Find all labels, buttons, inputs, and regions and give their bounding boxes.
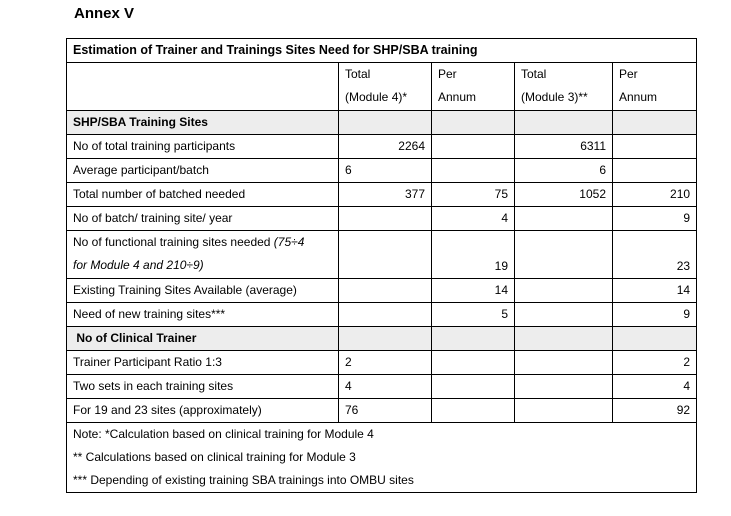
note-line: Note: *Calculation based on clinical training for Module 4 — [73, 427, 374, 441]
table-row — [67, 375, 697, 399]
cell-value — [613, 135, 697, 159]
table-row — [67, 231, 697, 279]
section-row-clinical-trainer — [67, 327, 697, 351]
estimation-table — [66, 38, 697, 493]
cell-value — [613, 159, 697, 183]
cell-value: 6 — [515, 159, 613, 183]
cell-value — [339, 279, 432, 303]
row-label: Total number of batched needed — [67, 183, 339, 207]
cell-value — [515, 399, 613, 423]
notes-row — [67, 423, 697, 493]
cell-value: 75 — [432, 183, 515, 207]
cell-value: 9 — [613, 303, 697, 327]
row-label: Need of new training sites*** — [67, 303, 339, 327]
table-row — [67, 351, 697, 375]
header-per-annum-2: Per Annum — [613, 63, 697, 111]
table-row — [67, 303, 697, 327]
table-row — [67, 135, 697, 159]
cell-value: 19 — [432, 231, 515, 279]
cell-value: 14 — [432, 279, 515, 303]
section-title: No of Clinical Trainer — [67, 327, 339, 351]
header-total-module3: Total (Module 3)** — [515, 63, 613, 111]
table-row — [67, 279, 697, 303]
cell-value — [432, 375, 515, 399]
section-title: SHP/SBA Training Sites — [67, 111, 339, 135]
row-label: Trainer Participant Ratio 1:3 — [67, 351, 339, 375]
table-row — [67, 183, 697, 207]
row-label: For 19 and 23 sites (approximately) — [67, 399, 339, 423]
cell-value: 6 — [339, 159, 432, 183]
note-line: ** Calculations based on clinical training for Module 3 — [73, 450, 356, 464]
cell-value: 2264 — [339, 135, 432, 159]
cell-value: 23 — [613, 231, 697, 279]
cell-value — [515, 351, 613, 375]
row-label: No of batch/ training site/ year — [67, 207, 339, 231]
cell-value: 14 — [613, 279, 697, 303]
row-label: Average participant/batch — [67, 159, 339, 183]
header-total-module4: Total (Module 4)* — [339, 63, 432, 111]
row-label: Two sets in each training sites — [67, 375, 339, 399]
cell-value — [432, 135, 515, 159]
row-label: No of total training participants — [67, 135, 339, 159]
table-row — [67, 207, 697, 231]
cell-value: 377 — [339, 183, 432, 207]
cell-value — [432, 351, 515, 375]
annex-heading: Annex V — [74, 5, 135, 22]
cell-value: 2 — [613, 351, 697, 375]
cell-value — [339, 231, 432, 279]
cell-value: 5 — [432, 303, 515, 327]
cell-value — [515, 279, 613, 303]
cell-value: 4 — [339, 375, 432, 399]
cell-value — [432, 159, 515, 183]
cell-value: 4 — [613, 375, 697, 399]
cell-value — [515, 231, 613, 279]
cell-value — [515, 303, 613, 327]
table-title-row — [67, 39, 697, 63]
cell-value: 76 — [339, 399, 432, 423]
cell-value: 9 — [613, 207, 697, 231]
table-row — [67, 399, 697, 423]
cell-value — [515, 207, 613, 231]
row-label: Existing Training Sites Available (average) — [67, 279, 339, 303]
header-per-annum-1: Per Annum — [432, 63, 515, 111]
row-label: No of functional training sites needed (75÷4 for Module 4 and 210÷9) — [67, 231, 339, 279]
cell-value: 1052 — [515, 183, 613, 207]
cell-value: 4 — [432, 207, 515, 231]
cell-value — [339, 207, 432, 231]
header-row — [67, 63, 697, 111]
cell-value: 92 — [613, 399, 697, 423]
table-row — [67, 159, 697, 183]
cell-value: 210 — [613, 183, 697, 207]
cell-value: 6311 — [515, 135, 613, 159]
section-row-training-sites — [67, 111, 697, 135]
notes — [67, 423, 697, 493]
cell-value — [339, 303, 432, 327]
cell-value — [515, 375, 613, 399]
cell-value — [432, 399, 515, 423]
header-blank — [67, 63, 339, 111]
note-line: *** Depending of existing training SBA trainings into OMBU sites — [73, 473, 414, 487]
cell-value: 2 — [339, 351, 432, 375]
table-title: Estimation of Trainer and Trainings Sites Need for SHP/SBA training — [67, 39, 697, 63]
